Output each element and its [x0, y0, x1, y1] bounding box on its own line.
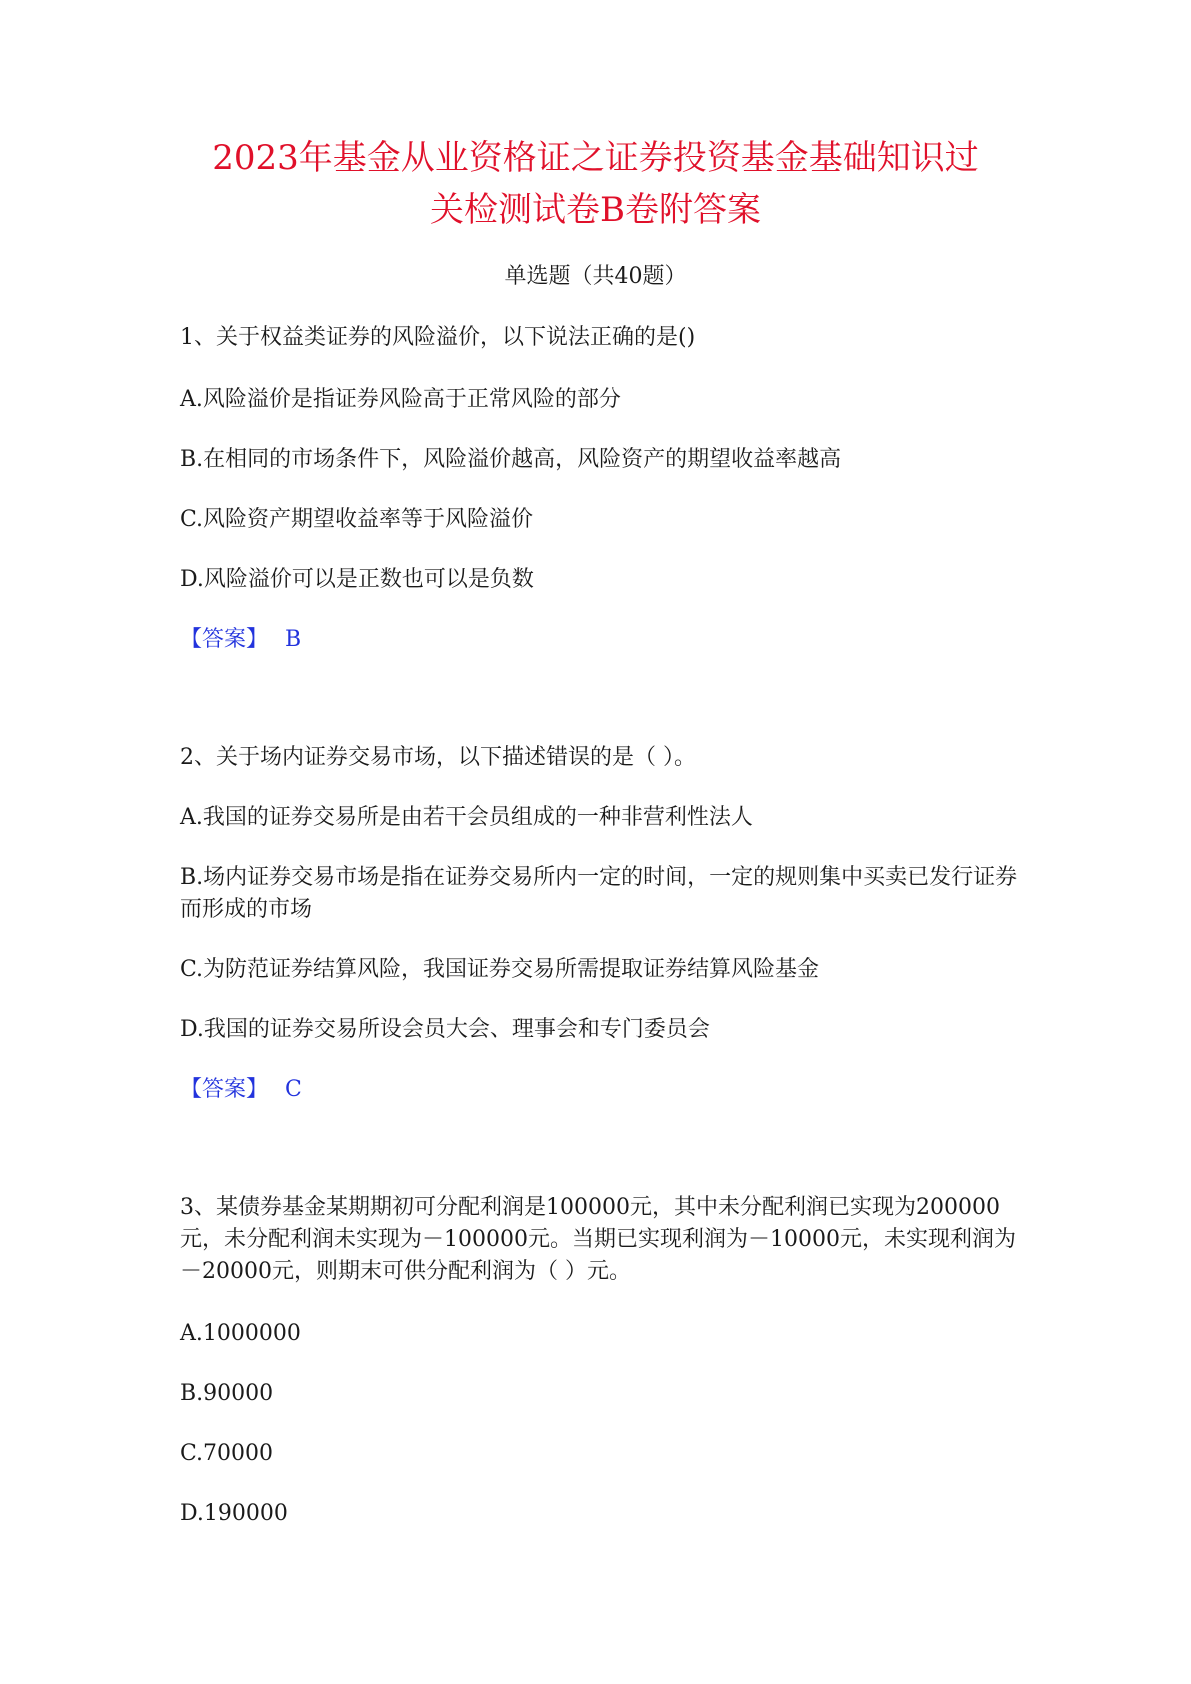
question-1-answer [180, 624, 1020, 656]
title-line-1: 2023年基金从业资格证之证券投资基金基础知识过 [212, 138, 979, 178]
question-2-answer [180, 1074, 1020, 1106]
question-3-option-d: D.190000 [180, 1501, 288, 1526]
question-1-answer-label: 【答案】 [180, 627, 269, 652]
document-title [120, 132, 1071, 236]
question-1-option-d: D.风险溢价可以是正数也可以是负数 [180, 567, 534, 592]
question-1-option-a: A.风险溢价是指证券风险高于正常风险的部分 [180, 387, 621, 412]
question-3-option-b: B.90000 [180, 1381, 274, 1406]
question-3-stem: 3、某债券基金某期期初可分配利润是100000元，其中未分配利润已实现为200000元，未分配利润未实现为－100000元。当期已实现利润为－10000元，未实现利润为－20000元，则期末可供分配利润为（ ）元。 [180, 1195, 1016, 1284]
question-1-option-c: C.风险资产期望收益率等于风险溢价 [180, 507, 534, 532]
question-3-option-c: C.70000 [180, 1441, 274, 1466]
title-line-2: 关检测试卷B卷附答案 [430, 190, 761, 230]
question-2-answer-label: 【答案】 [180, 1077, 269, 1102]
question-2-option-a: A.我国的证券交易所是由若干会员组成的一种非营利性法人 [180, 805, 753, 830]
question-1-stem: 1、关于权益类证券的风险溢价，以下说法正确的是() [180, 325, 696, 350]
question-2-stem: 2、关于场内证券交易市场，以下描述错误的是（ ）。 [180, 745, 696, 770]
section-heading: 单选题（共40题） [504, 264, 687, 289]
question-1-option-b: B.在相同的市场条件下，风险溢价越高，风险资产的期望收益率越高 [180, 447, 842, 472]
question-2-option-c: C.为防范证券结算风险，我国证券交易所需提取证券结算风险基金 [180, 957, 820, 982]
question-3-option-a: A.1000000 [180, 1321, 301, 1346]
question-2-answer-value: C [285, 1077, 302, 1102]
question-2-option-d: D.我国的证券交易所设会员大会、理事会和专门委员会 [180, 1017, 710, 1042]
question-2-option-b: B.场内证券交易市场是指在证券交易所内一定的时间，一定的规则集中买卖已发行证券而形成的市场 [180, 865, 1018, 922]
question-1-answer-value: B [285, 627, 302, 652]
